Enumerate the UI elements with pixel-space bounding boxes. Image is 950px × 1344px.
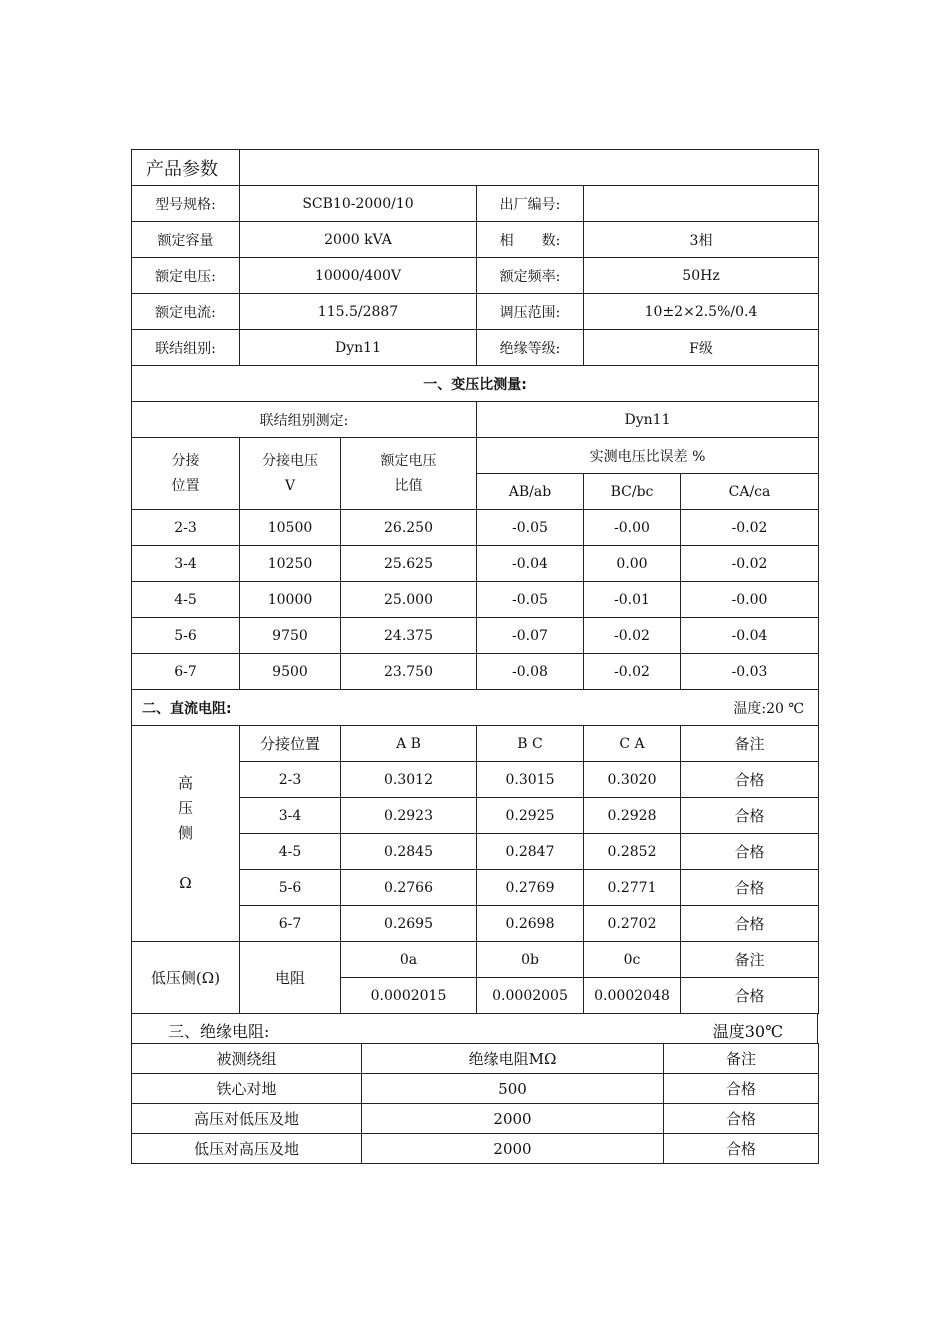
lv-side-label: 低压侧(Ω): [132, 942, 240, 1014]
dc-ab: 0.2845: [341, 834, 477, 870]
ratio-row: [132, 510, 819, 546]
ins-note: 合格: [664, 1134, 819, 1164]
ins-winding: 高压对低压及地: [132, 1104, 362, 1134]
dc-ab: 0.3012: [341, 762, 477, 798]
ratio-row: [132, 546, 819, 582]
dc-section-header: [132, 690, 819, 726]
main-table: [131, 149, 819, 1014]
param-label: 绝缘等级:: [477, 330, 584, 366]
dc-bc: 0.2769: [477, 870, 584, 906]
ratio-tap: 3-4: [132, 546, 240, 582]
param-label: 调压范围:: [477, 294, 584, 330]
product-row: [132, 330, 819, 366]
ratio-err-bc: -0.01: [584, 582, 681, 618]
dc-resistance-section: [132, 690, 819, 942]
ratio-err-ab: -0.05: [477, 582, 584, 618]
dc-tap: 3-4: [240, 798, 341, 834]
dc-note: 合格: [681, 762, 819, 798]
dc-ab: 0.2923: [341, 798, 477, 834]
param-value: Dyn11: [240, 330, 477, 366]
ins-header-note: 备注: [664, 1044, 819, 1074]
header-ca: CA/ca: [681, 474, 819, 510]
ins-header-winding: 被测绕组: [132, 1044, 362, 1074]
param-label: 相 数:: [477, 222, 584, 258]
ins-note: 合格: [664, 1074, 819, 1104]
dc-temperature: 温度:20 ℃: [733, 700, 805, 717]
ratio-tap: 2-3: [132, 510, 240, 546]
lv-resistance-label: 电阻: [240, 942, 341, 1014]
header-tap-position-text: 分接 位置: [171, 452, 200, 494]
product-title: 产品参数: [132, 150, 240, 186]
test-report-sheet: [131, 149, 818, 1164]
ins-winding: 铁心对地: [132, 1074, 362, 1104]
ratio-err-ab: -0.05: [477, 510, 584, 546]
ratio-row: [132, 618, 819, 654]
param-value: [584, 186, 819, 222]
param-value: 10±2×2.5%/0.4: [584, 294, 819, 330]
dc-header-bc: B C: [477, 726, 584, 762]
dc-ca: 0.2702: [584, 906, 681, 942]
param-value: 3相: [584, 222, 819, 258]
lv-header-0a: 0a: [341, 942, 477, 978]
param-label: 型号规格:: [132, 186, 240, 222]
header-rated-ratio: [341, 438, 477, 510]
ratio-err-ab: -0.08: [477, 654, 584, 690]
lv-value-0c: 0.0002048: [584, 978, 681, 1014]
ratio-err-bc: -0.02: [584, 618, 681, 654]
dc-tap: 4-5: [240, 834, 341, 870]
ins-header-resistance: 绝缘电阻MΩ: [362, 1044, 664, 1074]
param-label: 额定电压:: [132, 258, 240, 294]
dc-ab: 0.2695: [341, 906, 477, 942]
ratio-err-bc: -0.02: [584, 654, 681, 690]
ratio-tap-voltage: 10500: [240, 510, 341, 546]
dc-ca: 0.3020: [584, 762, 681, 798]
ratio-tap: 6-7: [132, 654, 240, 690]
dc-ca: 0.2771: [584, 870, 681, 906]
header-bc: BC/bc: [584, 474, 681, 510]
lv-value-0a: 0.0002015: [341, 978, 477, 1014]
dc-header-note: 备注: [681, 726, 819, 762]
dc-section-title: 二、直流电阻:: [142, 700, 232, 717]
dc-tap: 2-3: [240, 762, 341, 798]
hv-side-label: [132, 726, 240, 942]
lv-header-note: 备注: [681, 942, 819, 978]
insulation-section-title: 三、绝缘电阻:: [168, 1022, 270, 1041]
ratio-tap-voltage: 10000: [240, 582, 341, 618]
param-label: 额定电流:: [132, 294, 240, 330]
param-value: 115.5/2887: [240, 294, 477, 330]
product-row: [132, 186, 819, 222]
ratio-err-ab: -0.04: [477, 546, 584, 582]
ratio-section: [132, 366, 819, 690]
dc-note: 合格: [681, 798, 819, 834]
lv-header-0c: 0c: [584, 942, 681, 978]
header-tap-voltage: [240, 438, 341, 510]
insulation-body: [132, 1044, 819, 1164]
ins-winding: 低压对高压及地: [132, 1134, 362, 1164]
ratio-rated: 25.625: [341, 546, 477, 582]
group-value: Dyn11: [477, 402, 819, 438]
ratio-rated: 23.750: [341, 654, 477, 690]
dc-tap: 5-6: [240, 870, 341, 906]
insulation-temperature: 温度30℃: [712, 1022, 783, 1041]
header-rated-ratio-text: 额定电压 比值: [380, 452, 437, 494]
dc-tap: 6-7: [240, 906, 341, 942]
ratio-section-title: 一、变压比测量:: [132, 366, 819, 402]
lv-section: [132, 942, 819, 1014]
ratio-err-bc: 0.00: [584, 546, 681, 582]
dc-bc: 0.2698: [477, 906, 584, 942]
ratio-err-ca: -0.03: [681, 654, 819, 690]
ratio-err-bc: -0.00: [584, 510, 681, 546]
ratio-err-ab: -0.07: [477, 618, 584, 654]
product-row: [132, 222, 819, 258]
ratio-err-ca: -0.02: [681, 546, 819, 582]
insulation-row: [132, 1074, 819, 1104]
dc-ca: 0.2852: [584, 834, 681, 870]
ratio-tap-voltage: 10250: [240, 546, 341, 582]
ins-note: 合格: [664, 1104, 819, 1134]
ratio-row: [132, 654, 819, 690]
ins-resistance: 500: [362, 1074, 664, 1104]
param-label: 出厂编号:: [477, 186, 584, 222]
ratio-rated: 26.250: [341, 510, 477, 546]
dc-header-ab: A B: [341, 726, 477, 762]
ratio-err-ca: -0.02: [681, 510, 819, 546]
ratio-tap: 5-6: [132, 618, 240, 654]
product-row: [132, 294, 819, 330]
insulation-row: [132, 1134, 819, 1164]
dc-note: 合格: [681, 834, 819, 870]
ratio-row: [132, 582, 819, 618]
lv-header-0b: 0b: [477, 942, 584, 978]
param-value: SCB10-2000/10: [240, 186, 477, 222]
group-label: 联结组别测定:: [132, 402, 477, 438]
ratio-tap: 4-5: [132, 582, 240, 618]
header-ratio-error: 实测电压比误差 %: [477, 438, 819, 474]
dc-header-ca: C A: [584, 726, 681, 762]
param-label: 额定频率:: [477, 258, 584, 294]
dc-ca: 0.2928: [584, 798, 681, 834]
ratio-tap-voltage: 9500: [240, 654, 341, 690]
param-value: 50Hz: [584, 258, 819, 294]
header-tap-voltage-text: 分接电压 V: [262, 452, 318, 494]
param-value: 10000/400V: [240, 258, 477, 294]
insulation-table: [131, 1043, 819, 1164]
header-ab: AB/ab: [477, 474, 584, 510]
param-label: 额定容量: [132, 222, 240, 258]
ratio-rated: 24.375: [341, 618, 477, 654]
ratio-err-ca: -0.04: [681, 618, 819, 654]
dc-bc: 0.2925: [477, 798, 584, 834]
product-title-blank: [240, 150, 819, 186]
dc-bc: 0.3015: [477, 762, 584, 798]
dc-bc: 0.2847: [477, 834, 584, 870]
lv-value-0b: 0.0002005: [477, 978, 584, 1014]
param-value: F级: [584, 330, 819, 366]
insulation-row: [132, 1104, 819, 1134]
param-label: 联结组别:: [132, 330, 240, 366]
ratio-tap-voltage: 9750: [240, 618, 341, 654]
ratio-rated: 25.000: [341, 582, 477, 618]
insulation-section-header: [131, 1014, 818, 1043]
param-value: 2000 kVA: [240, 222, 477, 258]
dc-header-tap: 分接位置: [240, 726, 341, 762]
dc-note: 合格: [681, 906, 819, 942]
product-parameters: [132, 150, 819, 366]
ins-resistance: 2000: [362, 1134, 664, 1164]
dc-note: 合格: [681, 870, 819, 906]
dc-ab: 0.2766: [341, 870, 477, 906]
ratio-err-ca: -0.00: [681, 582, 819, 618]
header-tap-position: [132, 438, 240, 510]
product-row: [132, 258, 819, 294]
lv-value-note: 合格: [681, 978, 819, 1014]
ins-resistance: 2000: [362, 1104, 664, 1134]
hv-side-label-text: 高 压 侧 Ω: [177, 774, 193, 892]
